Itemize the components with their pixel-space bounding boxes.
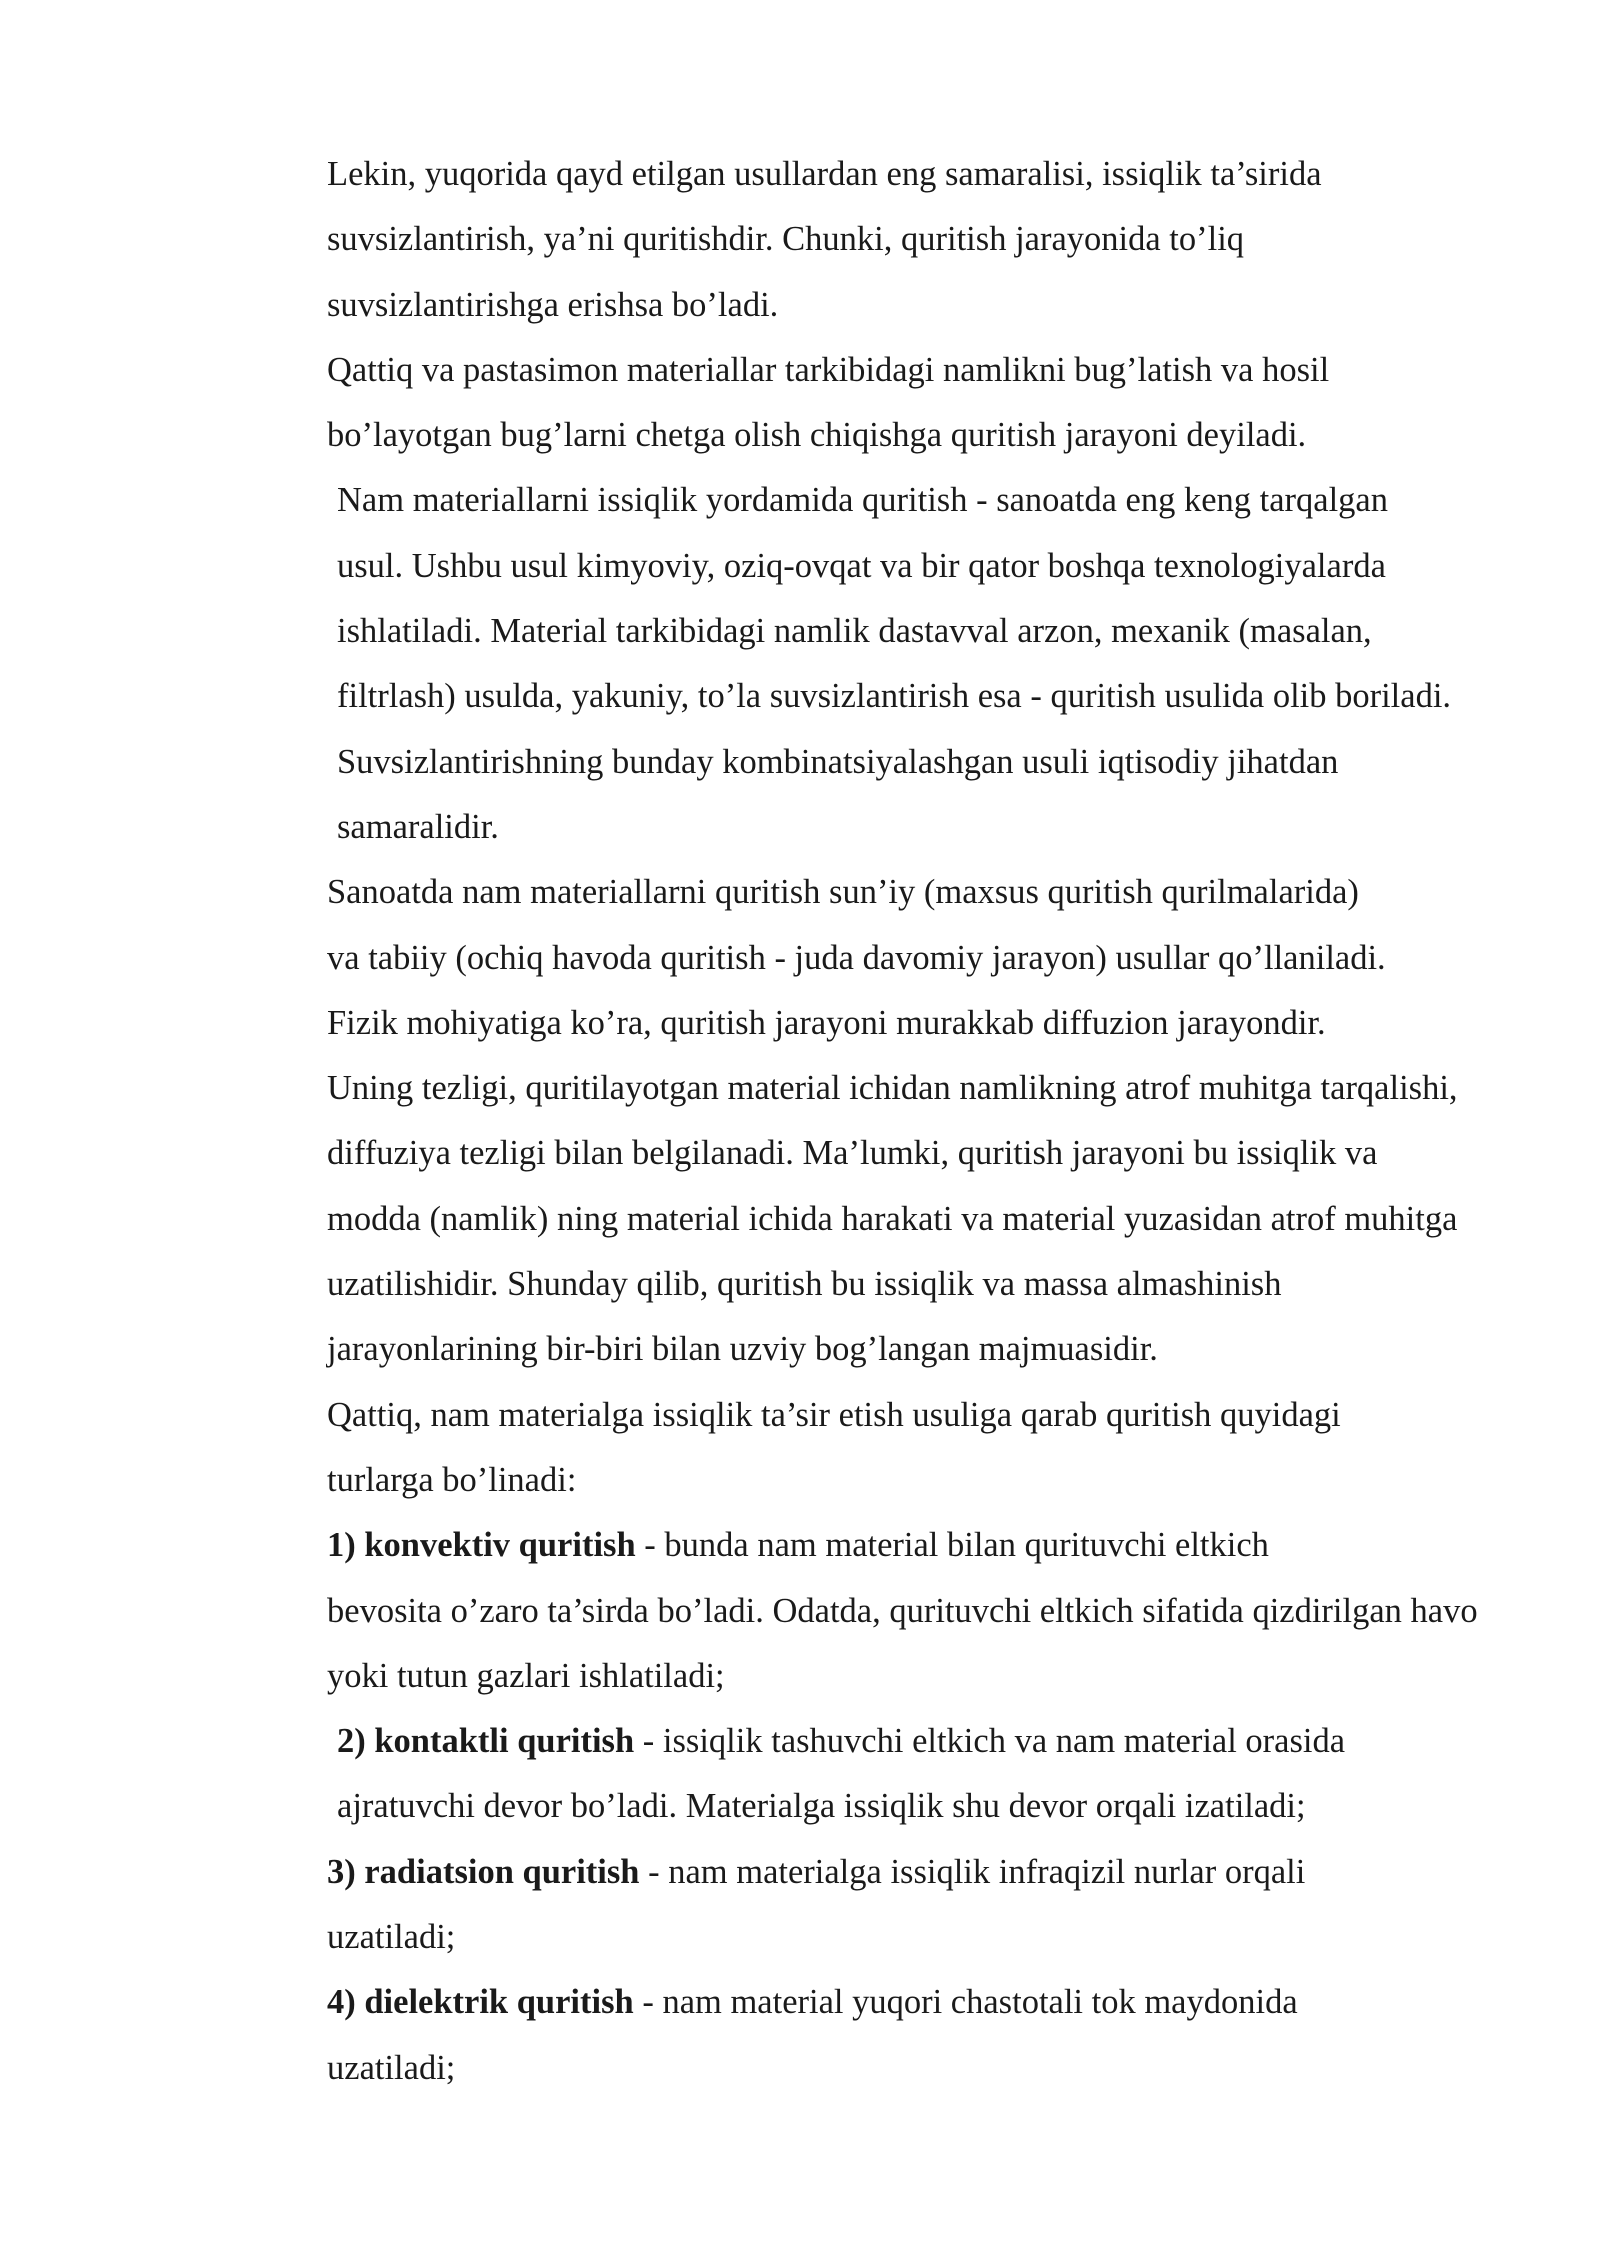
paragraph-definition	[230, 338, 1500, 469]
paragraph-classification	[230, 1383, 1500, 1514]
list-term: 4) dielektrik quritish	[327, 1983, 634, 2022]
text-line: Uning tezligi, quritilayotgan material ichidan namlikning atrof muhitga tarqalishi,	[327, 1069, 1458, 1108]
text-line: bevosita o’zaro ta’sirda bo’ladi. Odatda, qurituvchi eltkich sifatida qizdirilgan havo	[327, 1591, 1478, 1630]
text-line: filtrlash) usulda, yakuniy, to’la suvsizlantirish esa - quritish usulida olib boriladi.	[337, 677, 1452, 716]
document-page	[230, 142, 1500, 2101]
text-line: Qattiq va pastasimon materiallar tarkibidagi namlikni bug’latish va hosil	[327, 350, 1330, 389]
paragraph-thermal-drying	[230, 468, 1500, 860]
text-line	[230, 1840, 1500, 1905]
paragraph-physical-nature	[230, 991, 1500, 1383]
text-line: Sanoatda nam materiallarni quritish sun’iy (maxsus quritish qurilmalarida)	[327, 873, 1359, 912]
list-text: - nam material yuqori chastotali tok maydonida	[633, 1983, 1298, 2022]
text-line: ishlatiladi. Material tarkibidagi namlik dastavval arzon, mexanik (masalan,	[337, 612, 1372, 651]
text-line	[230, 1709, 1500, 1774]
list-term: 3) radiatsion quritish	[327, 1852, 640, 1891]
text-line: jarayonlarining bir-biri bilan uzviy bog’langan majmuasidir.	[327, 1330, 1158, 1369]
text-line: diffuziya tezligi bilan belgilanadi. Ma’lumki, quritish jarayoni bu issiqlik va	[327, 1134, 1378, 1173]
text-line: ajratuvchi devor bo’ladi. Materialga issiqlik shu devor orqali izatiladi;	[337, 1787, 1306, 1826]
text-line: suvsizlantirish, ya’ni quritishdir. Chunki, quritish jarayonida to’liq	[327, 220, 1245, 259]
text-line: yoki tutun gazlari ishlatiladi;	[327, 1656, 725, 1695]
text-line: va tabiiy (ochiq havoda quritish - juda davomiy jarayon) usullar qo’llaniladi.	[327, 938, 1386, 977]
list-text: - issiqlik tashuvchi eltkich va nam material orasida	[634, 1722, 1346, 1761]
text-line: Fizik mohiyatiga ko’ra, quritish jarayoni murakkab diffuzion jarayondir.	[327, 1003, 1326, 1042]
text-line	[230, 1970, 1500, 2035]
text-line	[230, 1513, 1500, 1578]
list-term: 1) konvektiv quritish	[327, 1526, 636, 1565]
paragraph-intro	[230, 142, 1500, 338]
text-line: uzatiladi;	[327, 1918, 456, 1957]
text-line: modda (namlik) ning material ichida harakati va material yuzasidan atrof muhitga	[327, 1199, 1458, 1238]
text-line: Lekin, yuqorida qayd etilgan usullardan eng samaralisi, issiqlik ta’sirida	[327, 155, 1322, 193]
text-line: samaralidir.	[337, 807, 499, 846]
list-item-radiation	[230, 1840, 1500, 1971]
text-line: uzatiladi;	[327, 2048, 456, 2087]
list-item-convective	[230, 1513, 1500, 1709]
list-item-contact	[230, 1709, 1500, 1840]
list-text: - bunda nam material bilan qurituvchi eltkich	[635, 1526, 1269, 1565]
list-term: 2) kontaktli quritish	[337, 1722, 635, 1761]
list-item-dielectric	[230, 1970, 1500, 2101]
text-line: uzatilishidir. Shunday qilib, quritish bu issiqlik va massa almashinish	[327, 1265, 1282, 1304]
text-line: usul. Ushbu usul kimyoviy, oziq-ovqat va bir qator boshqa texnologiyalarda	[337, 546, 1386, 585]
text-line: Nam materiallarni issiqlik yordamida quritish - sanoatda eng keng tarqalgan	[337, 481, 1388, 520]
text-line: bo’layotgan bug’larni chetga olish chiqishga quritish jarayoni deyiladi.	[327, 416, 1307, 455]
paragraph-industrial-methods	[230, 860, 1500, 991]
text-line: suvsizlantirishga erishsa bo’ladi.	[327, 285, 779, 324]
text-line: turlarga bo’linadi:	[327, 1460, 577, 1499]
list-text: - nam materialga issiqlik infraqizil nurlar orqali	[639, 1852, 1306, 1891]
text-line: Qattiq, nam materialga issiqlik ta’sir etish usuliga qarab quritish quyidagi	[327, 1395, 1341, 1434]
text-line: Suvsizlantirishning bunday kombinatsiyalashgan usuli iqtisodiy jihatdan	[337, 742, 1339, 781]
